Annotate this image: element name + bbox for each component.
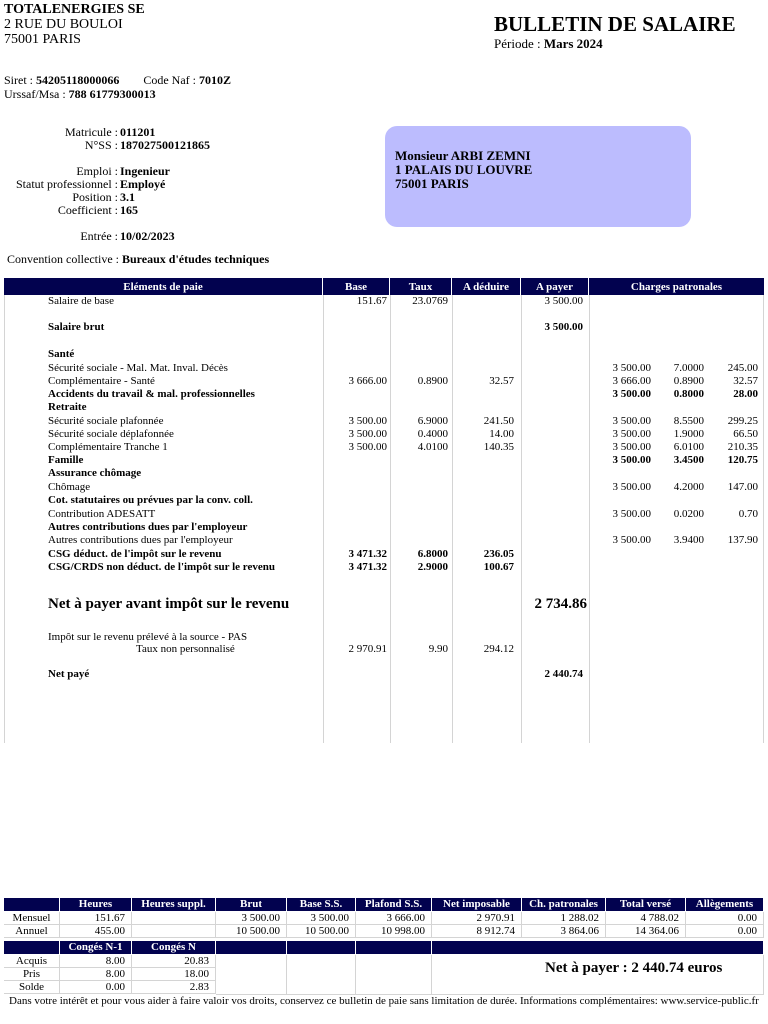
statut-label: Statut professionnel : (16, 177, 118, 191)
line-charge-base: 3 500.00 (612, 428, 651, 440)
line-charge-montant: 147.00 (727, 481, 758, 493)
line-label: Autres contributions dues par l'employeur (48, 534, 233, 546)
period-value: Mars 2024 (543, 36, 603, 51)
line-label: Cot. statutaires ou prévues par la conv. coll. (48, 494, 253, 506)
line-label: Retraite (48, 401, 87, 413)
line-deduire: 140.35 (483, 441, 514, 453)
line-label: Santé (48, 348, 75, 360)
employer-ids (4, 73, 231, 101)
line-base: 3 471.32 (348, 561, 387, 573)
conges-cell: 2.83 (132, 981, 216, 994)
header-elements: Eléments de paie (4, 278, 323, 295)
pay-line (4, 521, 764, 534)
pay-line (4, 295, 764, 308)
convention-value: Bureaux d'études techniques (121, 252, 270, 266)
line-charge-taux: 1.9000 (673, 428, 704, 440)
pay-line (4, 428, 764, 441)
line-taux: 6.9000 (417, 415, 448, 427)
summary-cell: 3 500.00 (216, 912, 287, 925)
line-base: 3 666.00 (348, 375, 387, 387)
convention-collective (7, 252, 269, 267)
pay-line (4, 415, 764, 428)
line-charge-taux: 4.2000 (673, 481, 704, 493)
pay-line (4, 401, 764, 414)
summary-header: Net imposable (432, 898, 522, 911)
line-label: Complémentaire - Santé (48, 375, 155, 387)
line-label: Famille (48, 454, 84, 466)
conges-empty-cell (356, 955, 432, 995)
line-charge-montant: 120.75 (727, 454, 758, 466)
pay-line (4, 548, 764, 561)
line-charge-base: 3 500.00 (612, 415, 651, 427)
naf-value: 7010Z (199, 73, 232, 87)
pay-line (4, 441, 764, 454)
conges-cell: 20.83 (132, 955, 216, 968)
line-charge-base: 3 500.00 (612, 362, 651, 374)
net-paid-row (4, 668, 764, 681)
line-taux: 0.4000 (417, 428, 448, 440)
line-label: Sécurité sociale plafonnée (48, 415, 164, 427)
convention-label: Convention collective : (7, 252, 119, 266)
title-block (494, 12, 736, 51)
summary-header: Brut (216, 898, 287, 911)
matricule-label: Matricule : (65, 125, 118, 139)
net-before-tax-row (4, 594, 764, 614)
summary-cell: 0.00 (686, 912, 764, 925)
summary-cell: 3 500.00 (287, 912, 356, 925)
summary-header: Ch. patronales (522, 898, 606, 911)
line-charge-taux: 0.8000 (673, 388, 704, 400)
summary-cell: 4 788.02 (606, 912, 686, 925)
pay-line (4, 494, 764, 507)
entree-label: Entrée : (80, 229, 118, 243)
nss-value: 187027500121865 (120, 138, 210, 152)
pay-line (4, 481, 764, 494)
line-label: Complémentaire Tranche 1 (48, 441, 168, 453)
net-before-tax-value: 2 734.86 (534, 596, 587, 612)
siret-line (4, 73, 231, 87)
recipient-name: Monsieur ARBI ZEMNI (395, 148, 531, 163)
conges-row-label: Pris (4, 968, 60, 981)
urssaf-label: Urssaf/Msa : (4, 87, 66, 101)
conges-row-label: Solde (4, 981, 60, 994)
conges-header-blank (216, 941, 287, 954)
line-label: Assurance chômage (48, 467, 142, 479)
summary-header: Base S.S. (287, 898, 356, 911)
summary-cell: 14 364.06 (606, 925, 686, 938)
summary-row-label: Mensuel (4, 912, 60, 925)
line-payer: 3 500.00 (544, 321, 583, 333)
line-charge-montant: 0.70 (738, 508, 758, 520)
company-name: TOTALENERGIES SE (4, 2, 145, 17)
line-taux: 23.0769 (412, 295, 448, 307)
net-paid-label: Net payé (48, 668, 90, 680)
conges-cell: 8.00 (60, 955, 132, 968)
pay-line (4, 534, 764, 547)
line-charge-taux: 0.0200 (673, 508, 704, 520)
header-deduire: A déduire (452, 278, 521, 295)
line-charge-taux: 6.0100 (673, 441, 704, 453)
header-base: Base (323, 278, 390, 295)
line-taux: 2.9000 (417, 561, 448, 573)
line-base: 151.67 (356, 295, 387, 307)
line-base: 3 500.00 (348, 415, 387, 427)
line-deduire: 241.50 (483, 415, 514, 427)
conges-row-label: Acquis (4, 955, 60, 968)
summary-header-blank (4, 898, 60, 911)
line-label: Salaire de base (48, 295, 114, 307)
conges-empty-cell (216, 955, 287, 995)
coefficient-value: 165 (120, 203, 138, 217)
conges-cell: 8.00 (60, 968, 132, 981)
line-deduire: 236.05 (483, 548, 514, 560)
company-city: 75001 PARIS (4, 32, 81, 47)
line-charge-taux: 7.0000 (673, 362, 704, 374)
line-charge-taux: 0.8900 (673, 375, 704, 387)
line-charge-montant: 28.00 (733, 388, 758, 400)
period (494, 36, 736, 51)
recipient-street: 1 PALAIS DU LOUVRE (395, 162, 533, 177)
summary-cell: 0.00 (686, 925, 764, 938)
conges-header-blank (4, 941, 60, 954)
pay-line (4, 508, 764, 521)
net-final: Net à payer : 2 440.74 euros (545, 960, 723, 976)
line-charge-base: 3 500.00 (612, 508, 651, 520)
pas-base: 2 970.91 (348, 643, 387, 655)
pay-line (4, 388, 764, 401)
net-paid-value: 2 440.74 (544, 668, 583, 680)
period-label: Période : (494, 36, 541, 51)
pay-line (4, 348, 764, 361)
line-label: Salaire brut (48, 321, 105, 333)
summary-cell: 10 500.00 (287, 925, 356, 938)
pay-line (4, 375, 764, 388)
pay-line (4, 454, 764, 467)
recipient-city: 75001 PARIS (395, 176, 469, 191)
line-charge-base: 3 500.00 (612, 481, 651, 493)
nss-label: N°SS : (84, 138, 118, 152)
entree-value: 10/02/2023 (120, 229, 175, 243)
line-base: 3 500.00 (348, 428, 387, 440)
net-before-tax-label: Net à payer avant impôt sur le revenu (48, 596, 290, 612)
conges-header-blank (432, 941, 764, 954)
pas-sub-row (4, 643, 764, 656)
line-charge-base: 3 500.00 (612, 388, 651, 400)
line-charge-montant: 66.50 (733, 428, 758, 440)
summary-cell: 3 864.06 (522, 925, 606, 938)
summary-cell (132, 925, 216, 938)
employee-info (0, 126, 210, 243)
conges-header-blank (287, 941, 356, 954)
line-charge-montant: 245.00 (727, 362, 758, 374)
summary-cell: 10 998.00 (356, 925, 432, 938)
emploi-value: Ingenieur (120, 164, 171, 178)
conges-header-blank (356, 941, 432, 954)
line-base: 3 471.32 (348, 548, 387, 560)
summary-header: Total versé (606, 898, 686, 911)
line-base: 3 500.00 (348, 441, 387, 453)
line-charge-base: 3 500.00 (612, 441, 651, 453)
header-charges: Charges patronales (589, 278, 764, 295)
line-deduire: 14.00 (489, 428, 514, 440)
matricule-value: 011201 (120, 125, 156, 139)
line-label: Contribution ADESATT (48, 508, 156, 520)
summary-header: Allègements (686, 898, 764, 911)
line-charge-taux: 3.4500 (673, 454, 704, 466)
urssaf-value: 788 61779300013 (68, 87, 156, 101)
line-charge-base: 3 500.00 (612, 454, 651, 466)
document-title: BULLETIN DE SALAIRE (494, 12, 736, 36)
line-label: Sécurité sociale déplafonnée (48, 428, 174, 440)
line-charge-taux: 8.5500 (673, 415, 704, 427)
statut-value: Employé (120, 177, 166, 191)
line-charge-montant: 137.90 (727, 534, 758, 546)
pas-deduire: 294.12 (483, 643, 514, 655)
summary-cell: 455.00 (60, 925, 132, 938)
line-charge-base: 3 500.00 (612, 534, 651, 546)
line-label: CSG déduct. de l'impôt sur le revenu (48, 548, 222, 560)
conges-header: Congés N-1 (60, 941, 132, 954)
summary-cell: 2 970.91 (432, 912, 522, 925)
summary-row-label: Annuel (4, 925, 60, 938)
pay-table (4, 278, 764, 743)
line-taux: 6.8000 (417, 548, 448, 560)
pay-line (4, 321, 764, 334)
conges-cell: 0.00 (60, 981, 132, 994)
summary-header: Heures suppl. (132, 898, 216, 911)
naf-label: Code Naf : (143, 73, 196, 87)
siret-value: 54205118000066 (36, 73, 120, 87)
coefficient-label: Coefficient : (57, 203, 118, 217)
summary-cell: 1 288.02 (522, 912, 606, 925)
pas-taux: 9.90 (428, 643, 448, 655)
summary-cell (132, 912, 216, 925)
line-label: CSG/CRDS non déduct. de l'impôt sur le revenu (48, 561, 275, 573)
line-payer: 3 500.00 (544, 295, 583, 307)
footer-note: Dans votre intérêt et pour vous aider à faire valoir vos droits, conservez ce bulletin de paie sans limitation de durée. Informations complémentaires: www.service-public.fr (9, 995, 759, 1007)
emploi-label: Emploi : (76, 164, 118, 178)
line-charge-montant: 299.25 (727, 415, 758, 427)
summary-cell: 3 666.00 (356, 912, 432, 925)
position-value: 3.1 (120, 190, 135, 204)
siret-label: Siret : (4, 73, 33, 87)
summary-cell: 8 912.74 (432, 925, 522, 938)
line-taux: 4.0100 (417, 441, 448, 453)
conges-cell: 18.00 (132, 968, 216, 981)
line-deduire: 100.67 (483, 561, 514, 573)
summary-table (4, 898, 764, 941)
line-label: Autres contributions dues par l'employeur (48, 521, 248, 533)
pas-label: Impôt sur le revenu prélevé à la source - PAS (48, 631, 248, 643)
line-charge-montant: 32.57 (733, 375, 758, 387)
conges-empty-cell (287, 955, 356, 995)
summary-header: Heures (60, 898, 132, 911)
line-label: Sécurité sociale - Mal. Mat. Inval. Décès (48, 362, 228, 374)
pay-line (4, 467, 764, 480)
pay-line (4, 561, 764, 574)
pay-line (4, 362, 764, 375)
company-street: 2 RUE DU BOULOI (4, 17, 123, 32)
urssaf-line (4, 87, 231, 101)
line-charge-taux: 3.9400 (673, 534, 704, 546)
header-taux: Taux (390, 278, 452, 295)
line-taux: 0.8900 (417, 375, 448, 387)
line-deduire: 32.57 (489, 375, 514, 387)
header-payer: A payer (521, 278, 589, 295)
recipient-address-box (385, 126, 691, 227)
line-label: Chômage (48, 481, 91, 493)
summary-cell: 10 500.00 (216, 925, 287, 938)
employer-block (4, 2, 145, 47)
summary-cell: 151.67 (60, 912, 132, 925)
line-label: Accidents du travail & mal. professionnelles (48, 388, 255, 400)
pas-sub-label: Taux non personnalisé (136, 643, 235, 655)
line-charge-base: 3 666.00 (612, 375, 651, 387)
summary-header: Plafond S.S. (356, 898, 432, 911)
conges-header: Congés N (132, 941, 216, 954)
position-label: Position : (72, 190, 118, 204)
line-charge-montant: 210.35 (727, 441, 758, 453)
